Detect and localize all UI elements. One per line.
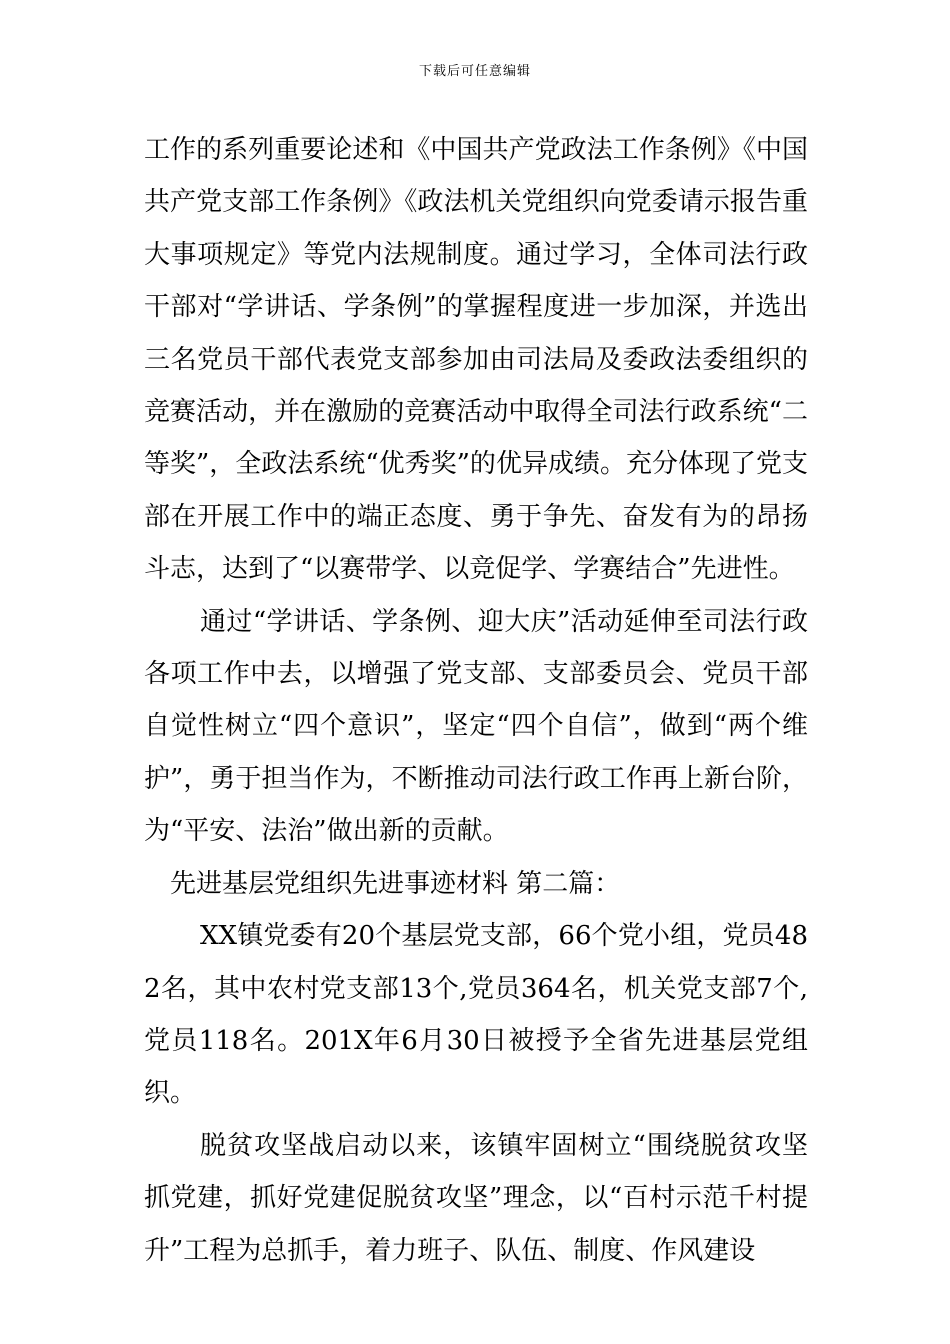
section-heading-second-article: 先进基层党组织先进事迹材料 第二篇： [170, 868, 621, 899]
page-header: 下载后可任意编辑 [418, 64, 531, 79]
paragraph-activity-extension: 通过“学讲话、学条例、迎大庆”活动延伸至司法行政各项工作中去，以增强了党支部、支部委员会、党员干部自觉性树立“四个意识”，坚定“四个自信”，做到“两个维护”，勇于担当作为，不断推动司法行政工作再上新台阶，为“平安、法治”做出新的贡献。 [144, 606, 808, 847]
paragraph-poverty-alleviation: 脱贫攻坚战启动以来，该镇牢固树立“围绕脱贫攻坚抓党建，抓好党建促脱贫攻坚”理念，以“百村示范千村提升”工程为总抓手，着力班子、队伍、制度、作风建设 [144, 1130, 808, 1266]
paragraph-continuation: 工作的系列重要论述和《中国共产党政法工作条例》《中国共产党支部工作条例》《政法机关党组织向党委请示报告重大事项规定》等党内法规制度。通过学习，全体司法行政干部对“学讲话、学条例”的掌握程度进一步加深，并选出三名党员干部代表党支部参加由司法局及委政法委组织的竞赛活动，并在激励的竞赛活动中取得全司法行政系统“二等奖”，全政法系统“优秀奖”的优异成绩。充分体现了党支部在开展工作中的端正态度、勇于争先、奋发有为的昂扬斗志，达到了“以赛带学、以竞促学、学赛结合”先进性。 [144, 135, 808, 585]
document-body [144, 124, 808, 1277]
paragraph-party-committee-stats: XX镇党委有20个基层党支部，66个党小组，党员482名，其中农村党支部13个,党员364名，机关党支部7个,党员118名。201X年6月30日被授予全省先进基层党组织。 [144, 921, 808, 1109]
